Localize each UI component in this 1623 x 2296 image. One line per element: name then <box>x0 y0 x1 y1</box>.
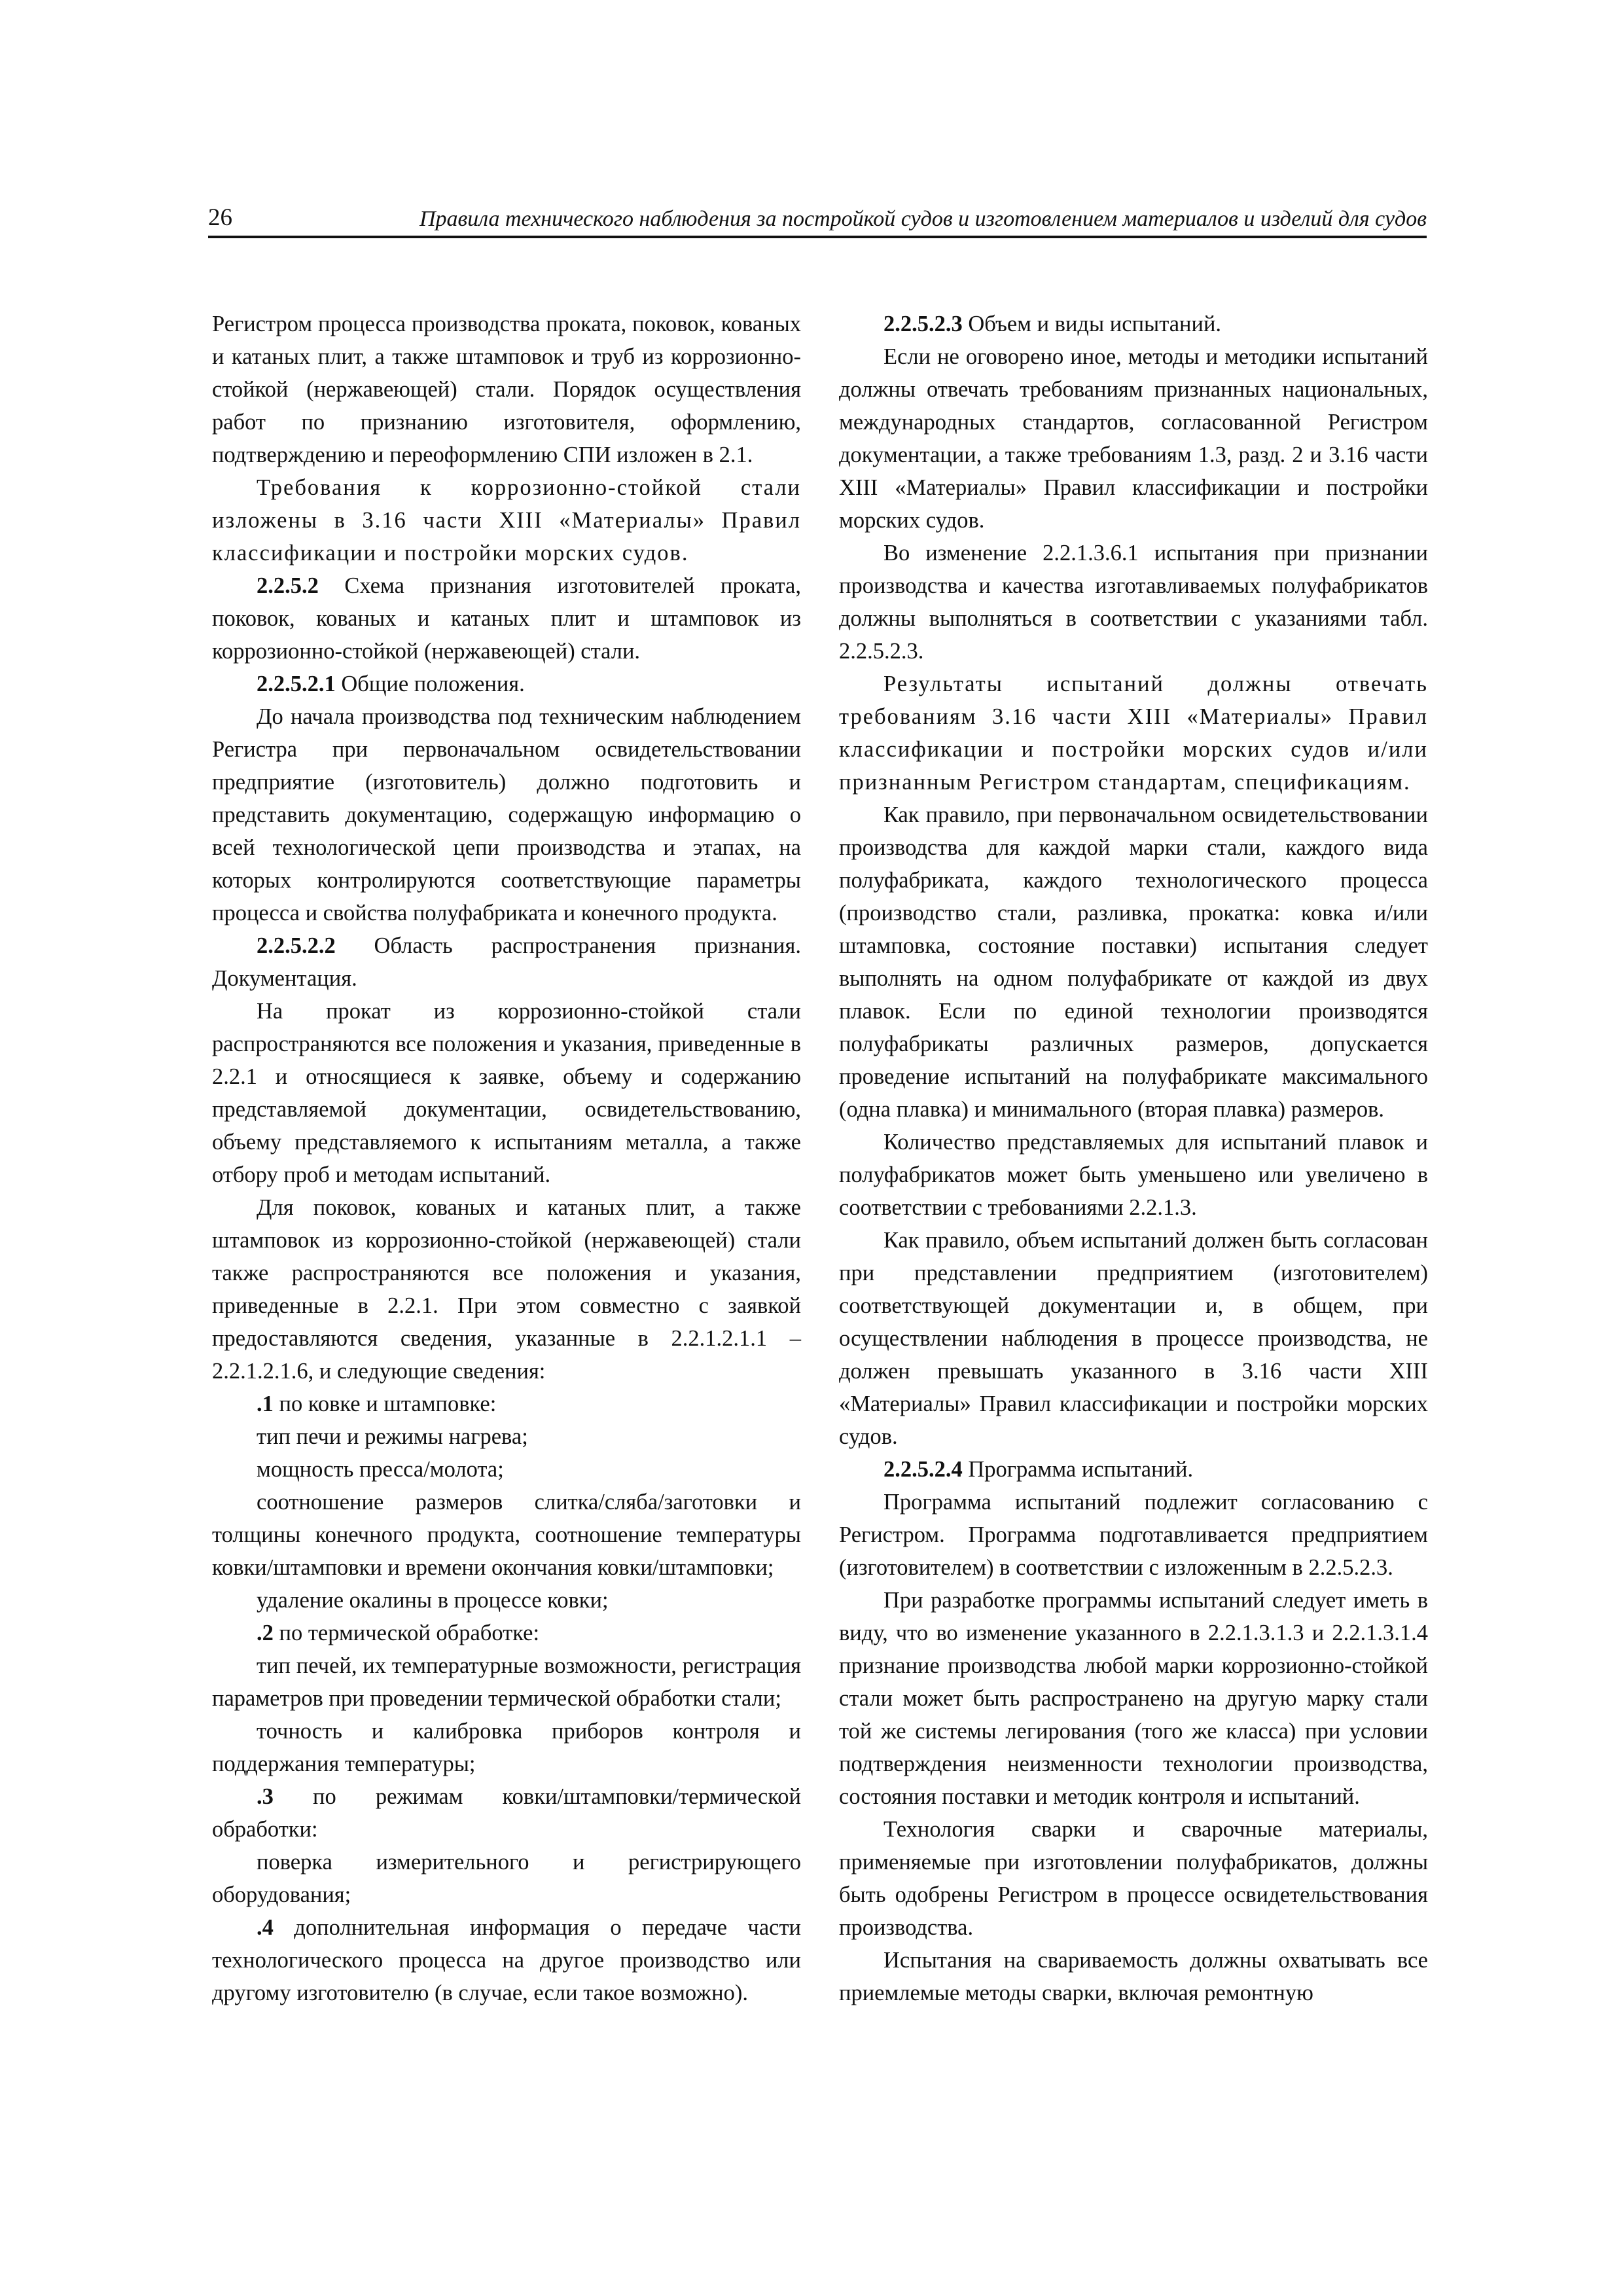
paragraph <box>212 1715 801 1780</box>
paragraph-text: Требования к коррозионно-стойкой стали изложены в 3.16 части XIII «Материалы» Правил классификации и постройки морских судов. <box>212 475 801 565</box>
paragraph-text: Регистром процесса производства проката, поковок, кованых и катаных плит, а также штамповок и труб из коррозионно-стойкой (нержавеющей) стали. Порядок осуществления работ по признанию изготовителя, оформлению, подтверждению и переоформлению СПИ изложен в 2.1. <box>212 312 801 467</box>
paragraph-text: Испытания на свариваемость должны охватывать все приемлемые методы сварки, включая ремонтную <box>839 1948 1428 2005</box>
paragraph <box>212 1420 801 1453</box>
clause-number: 2.2.5.2 <box>257 573 319 598</box>
paragraph-text: На прокат из коррозионно-стойкой стали распространяются все положения и указания, приведенные в 2.2.1 и относящиеся к заявке, объему и содержанию представляемой документации, освидетельствованию, объему представляемого к испытаниям металла, а также отбору проб и методам испытаний. <box>212 999 801 1187</box>
paragraph-text: Результаты испытаний должны отвечать требованиям 3.16 части XIII «Материалы» Правил классификации и постройки морских судов и/или признанным Регистром стандартам, спецификациям. <box>839 672 1428 795</box>
list-item-text: по режимам ковки/штамповки/термической обработки: <box>212 1784 801 1842</box>
list-item-number: .4 <box>257 1915 274 1940</box>
paragraph <box>212 700 801 929</box>
paragraph-text: тип печи и режимы нагрева; <box>257 1424 528 1449</box>
paragraph <box>212 1584 801 1617</box>
clause-number: 2.2.5.2.4 <box>883 1457 963 1482</box>
list-item-text: по ковке и штамповке: <box>273 1391 497 1416</box>
list-item-number: .1 <box>257 1391 274 1416</box>
list-item <box>212 1780 801 1846</box>
section-heading <box>212 569 801 668</box>
section-heading <box>839 308 1428 340</box>
paragraph <box>212 1453 801 1486</box>
section-heading <box>212 929 801 995</box>
paragraph-text: Если не оговорено иное, методы и методики испытаний должны отвечать требованиям признанных национальных, международных стандартов, согласованной Регистром документации, а также требованиям 1.3, разд. 2 и 3.16 части XIII «Материалы» Правил классификации и постройки морских судов. <box>839 344 1428 533</box>
paragraph-text: мощность пресса/молота; <box>257 1457 504 1482</box>
section-heading <box>212 668 801 700</box>
paragraph <box>212 1846 801 1911</box>
list-item <box>212 1911 801 2009</box>
page-number: 26 <box>208 204 232 231</box>
paragraph <box>212 995 801 1191</box>
list-item <box>212 1388 801 1420</box>
paragraph <box>839 1813 1428 1944</box>
left-text-column <box>212 308 801 2009</box>
paragraph <box>212 308 801 471</box>
paragraph-text: удаление окалины в процессе ковки; <box>257 1588 609 1613</box>
paragraph-text: Программа испытаний подлежит согласованию с Регистром. Программа подготавливается предприятием (изготовителем) в соответствии с изложенным в 2.2.5.2.3. <box>839 1490 1428 1580</box>
paragraph <box>839 340 1428 537</box>
paragraph <box>839 537 1428 668</box>
paragraph <box>212 1191 801 1388</box>
list-item-number: .2 <box>257 1621 274 1645</box>
clause-title: Область распространения признания. Документация. <box>212 933 801 991</box>
paragraph-text: До начала производства под техническим наблюдением Регистра при первоначальном освидетельствовании предприятие (изготовитель) должно подготовить и представить документацию, содержащую информацию о всей технологической цепи производства и этапах, на которых контролируются соответствующие параметры процесса и свойства полуфабриката и конечного продукта. <box>212 704 801 925</box>
clause-number: 2.2.5.2.1 <box>257 672 336 696</box>
paragraph-text: точность и калибровка приборов контроля и поддержания температуры; <box>212 1719 801 1776</box>
right-text-column <box>839 308 1428 2009</box>
clause-number: 2.2.5.2.3 <box>883 312 963 336</box>
paragraph-text: Для поковок, кованых и катаных плит, а также штамповок из коррозионно-стойкой (нержавеющей) стали также распространяются все положения и указания, приведенные в 2.2.1. При этом совместно с заявкой предоставляются сведения, указанные в 2.2.1.2.1.1 – 2.2.1.2.1.6, и следующие сведения: <box>212 1195 801 1384</box>
paragraph <box>212 471 801 569</box>
list-item <box>212 1617 801 1649</box>
list-item-text: дополнительная информация о передаче части технологического процесса на другое производство или другому изготовителю (в случае, если такое возможно). <box>212 1915 801 2005</box>
paragraph <box>212 1649 801 1715</box>
list-item-number: .3 <box>257 1784 274 1809</box>
clause-title: Программа испытаний. <box>962 1457 1194 1482</box>
paragraph-text: Как правило, при первоначальном освидетельствовании производства для каждой марки стали, каждого вида полуфабриката, каждого технологического процесса (производство стали, разливка, прокатка: ковка и/или штамповка, состояние поставки) испытания следует выполнять на одном полуфабрикате от каждой из двух плавок. Если по единой технологии производятся полуфабрикаты различных размеров, допускается проведение испытаний на полуфабрикате максимального (одна плавка) и минимального (вторая плавка) размеров. <box>839 802 1428 1122</box>
paragraph <box>839 1486 1428 1584</box>
clause-title: Общие положения. <box>335 672 525 696</box>
section-heading <box>839 1453 1428 1486</box>
paragraph-text: соотношение размеров слитка/сляба/заготовки и толщины конечного продукта, соотношение температуры ковки/штамповки и времени окончания ковки/штамповки; <box>212 1490 801 1580</box>
paragraph <box>839 1126 1428 1224</box>
paragraph-text: поверка измерительного и регистрирующего оборудования; <box>212 1850 801 1907</box>
clause-title: Объем и виды испытаний. <box>962 312 1222 336</box>
list-item-text: по термической обработке: <box>273 1621 540 1645</box>
running-header-title: Правила технического наблюдения за постройкой судов и изготовлением материалов и изделий для судов <box>419 207 1427 231</box>
paragraph-text: Количество представляемых для испытаний плавок и полуфабрикатов может быть уменьшено или увеличено в соответствии с требованиями 2.2.1.3. <box>839 1130 1428 1220</box>
paragraph <box>839 1224 1428 1453</box>
paragraph-text: тип печей, их температурные возможности, регистрация параметров при проведении термической обработки стали; <box>212 1653 801 1711</box>
paragraph-text: Во изменение 2.2.1.3.6.1 испытания при признании производства и качества изготавливаемых полуфабрикатов должны выполняться в соответствии с указаниями табл. 2.2.5.2.3. <box>839 541 1428 664</box>
running-header <box>208 202 1427 238</box>
paragraph <box>839 1944 1428 2009</box>
clause-number: 2.2.5.2.2 <box>257 933 336 958</box>
paragraph <box>212 1486 801 1584</box>
paragraph <box>839 1584 1428 1813</box>
paragraph-text: Технология сварки и сварочные материалы, применяемые при изготовлении полуфабрикатов, должны быть одобрены Регистром в процессе освидетельствования производства. <box>839 1817 1428 1940</box>
paragraph-text: Как правило, объем испытаний должен быть согласован при представлении предприятием (изготовителем) соответствующей документации и, в общем, при осуществлении наблюдения в процессе производства, не должен превышать указанного в 3.16 части XIII «Материалы» Правил классификации и постройки морских судов. <box>839 1228 1428 1449</box>
clause-title: Схема признания изготовителей проката, поковок, кованых и катаных плит и штамповок из коррозионно-стойкой (нержавеющей) стали. <box>212 573 801 664</box>
paragraph-text: При разработке программы испытаний следует иметь в виду, что во изменение указанного в 2.2.1.3.1.3 и 2.2.1.3.1.4 признание производства любой марки коррозионно-стойкой стали может быть распространено на другую марку стали той же системы легирования (того же класса) при условии подтверждения неизменности технологии производства, состояния поставки и методик контроля и испытаний. <box>839 1588 1428 1809</box>
paragraph <box>839 798 1428 1126</box>
paragraph <box>839 668 1428 798</box>
